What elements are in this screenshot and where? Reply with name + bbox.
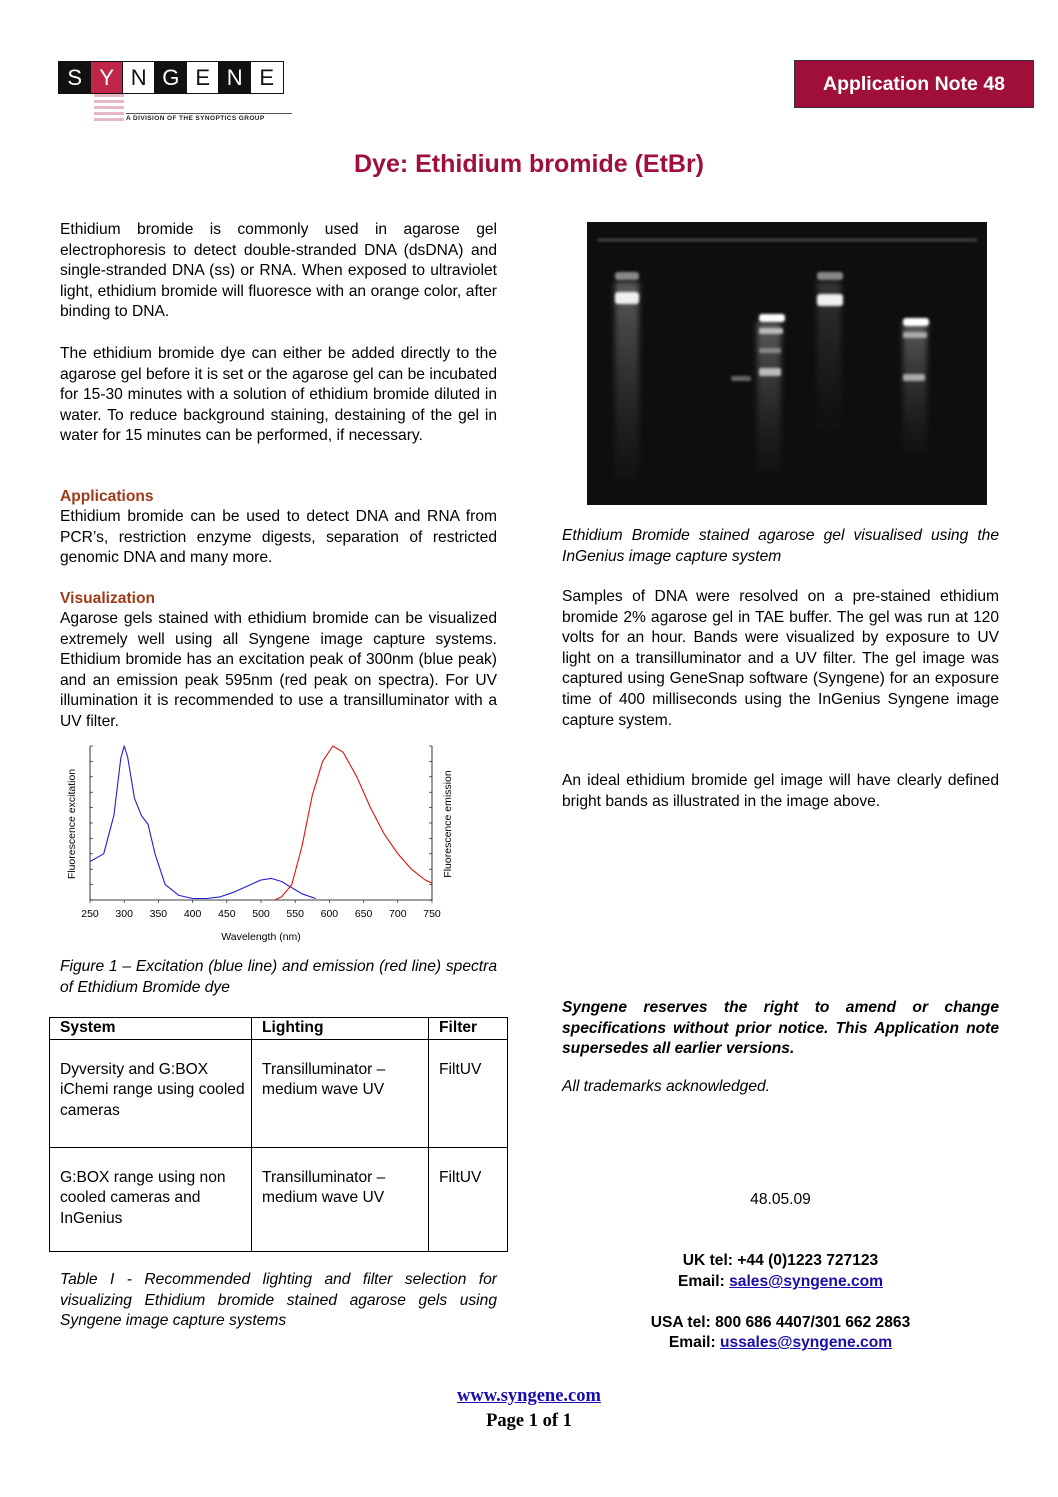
logo-letter: E — [250, 61, 284, 94]
table-header-row — [50, 1018, 508, 1040]
ideal-image-paragraph: An ideal ethidium bromide gel image will have clearly defined bright bands as illustrated in the image above. — [562, 772, 999, 810]
page-title: Dye: Ethidium bromide (EtBr) — [353, 150, 704, 178]
uk-email-link[interactable]: sales@syngene.com — [729, 1273, 884, 1290]
y-axis-label-right: Fluorescence emission — [442, 770, 454, 878]
logo-letter: N — [122, 61, 156, 94]
table-cell: FiltUV — [429, 1147, 508, 1251]
intro-paragraph: Ethidium bromide is commonly used in agarose gel electrophoresis to detect double-stranded DNA (dsDNA) and single-stranded DNA (ss) or RNA. When exposed to ultraviolet light, ethidium bromide will fluoresce with an orange color, after binding to DNA. — [60, 221, 497, 321]
x-tick-label: 650 — [354, 908, 373, 920]
logo-letter: E — [186, 61, 220, 94]
footer-website-link[interactable]: www.syngene.com — [457, 1386, 601, 1406]
table-cell: Transilluminator – medium wave UV — [252, 1147, 429, 1251]
chart-series — [90, 746, 432, 900]
x-tick-label: 400 — [183, 908, 202, 920]
uk-email-label: Email: — [677, 1273, 730, 1290]
table-cell: FiltUV — [429, 1039, 508, 1147]
logo-letter: S — [58, 61, 92, 94]
recommendation-table — [49, 1017, 508, 1252]
x-axis-label: Wavelength (nm) — [221, 931, 301, 943]
chart-axes — [90, 746, 432, 900]
spectra-chart — [62, 742, 454, 947]
y-axis-label-left: Fluorescence excitation — [66, 768, 78, 880]
column-header-system: System — [50, 1018, 252, 1040]
visualization-text: Agarose gels stained with ethidium bromide can be visualized extremely well using all Syngene image capture systems. Ethidium bromide has an excitation peak of 300nm (blue peak) and an emission peak 595nm (red peak on spectra). For UV illumination it is recommended to use a transilluminator with a UV filter. — [60, 610, 497, 730]
page-number: Page 1 of 1 — [486, 1411, 572, 1431]
methods-paragraph: Samples of DNA were resolved on a pre-stained ethidium bromide 2% agarose gel in TAE buffer. The gel was run at 120 volts for an hour. Bands were visualized by exposure to UV light on a transilluminator and a UV filter. The gel image was captured using GeneSnap software (Syngene) for an exposure time of 400 milliseconds using the InGenius Syngene image capture system. — [562, 588, 999, 729]
applications-heading: Applications — [60, 488, 154, 505]
logo-bars — [94, 94, 124, 124]
logo-letters — [58, 61, 292, 94]
chart-ticks — [81, 900, 441, 920]
x-tick-label: 450 — [218, 908, 236, 920]
gel-caption: Ethidium Bromide stained agarose gel visualised using the InGenius image capture system — [562, 527, 999, 565]
x-tick-label: 550 — [286, 908, 304, 920]
column-header-filter: Filter — [429, 1018, 508, 1040]
logo-tagline: A DIVISION OF THE SYNOPTICS GROUP — [126, 115, 265, 122]
table-row — [50, 1039, 508, 1147]
document-code: 48.05.09 — [750, 1191, 811, 1208]
table-caption: Table I - Recommended lighting and filter selection for visualizing Ethidium bromide stained agarose gels using Syngene image capture systems — [60, 1271, 497, 1330]
gel-image — [587, 222, 987, 505]
x-tick-label: 700 — [389, 908, 407, 920]
table-cell: Dyversity and G:BOX iChemi range using cooled cameras — [50, 1039, 252, 1147]
x-tick-label: 300 — [115, 908, 133, 920]
table-cell: G:BOX range using non cooled cameras and InGenius — [50, 1147, 252, 1251]
uk-email-line — [562, 1272, 999, 1293]
x-tick-label: 750 — [423, 908, 441, 920]
application-note-badge: Application Note 48 — [794, 60, 1034, 108]
emission-series-line — [275, 746, 432, 900]
usa-email-line — [562, 1333, 999, 1354]
usa-telephone: USA tel: 800 686 4407/301 662 2863 — [650, 1314, 911, 1331]
syngene-logo — [58, 61, 292, 127]
trademarks: All trademarks acknowledged. — [562, 1078, 771, 1095]
usa-email-label: Email: — [668, 1334, 721, 1351]
disclaimer: Syngene reserves the right to amend or change specifications without prior notice. This Application note supersedes all earlier versions. — [562, 999, 999, 1058]
x-tick-label: 600 — [320, 908, 339, 920]
logo-letter: N — [218, 61, 252, 94]
staining-paragraph: The ethidium bromide dye can either be added directly to the agarose gel before it is set or the agarose gel can be incubated for 15-30 minutes with a solution of ethidium bromide diluted in water. To reduce background staining, destaining of the gel in water for 15 minutes can be performed, if necessary. — [60, 345, 497, 445]
logo-letter: Y — [90, 61, 124, 94]
table-row — [50, 1147, 508, 1251]
visualization-heading: Visualization — [60, 590, 156, 607]
x-tick-label: 350 — [149, 908, 168, 920]
x-tick-label: 500 — [252, 908, 270, 920]
table-cell: Transilluminator – medium wave UV — [252, 1039, 429, 1147]
logo-letter: G — [154, 61, 188, 94]
applications-text: Ethidium bromide can be used to detect DNA and RNA from PCR’s, restriction enzyme digests, separation of restricted genomic DNA and many more. — [60, 508, 497, 567]
usa-email-link[interactable]: ussales@syngene.com — [720, 1334, 893, 1351]
figure-caption: Figure 1 – Excitation (blue line) and emission (red line) spectra of Ethidium Bromide dye — [60, 958, 497, 996]
x-tick-label: 250 — [81, 908, 99, 920]
excitation-series-line — [90, 746, 316, 899]
uk-telephone: UK tel: +44 (0)1223 727123 — [682, 1252, 879, 1269]
logo-rule — [126, 113, 292, 114]
column-header-lighting: Lighting — [252, 1018, 429, 1040]
